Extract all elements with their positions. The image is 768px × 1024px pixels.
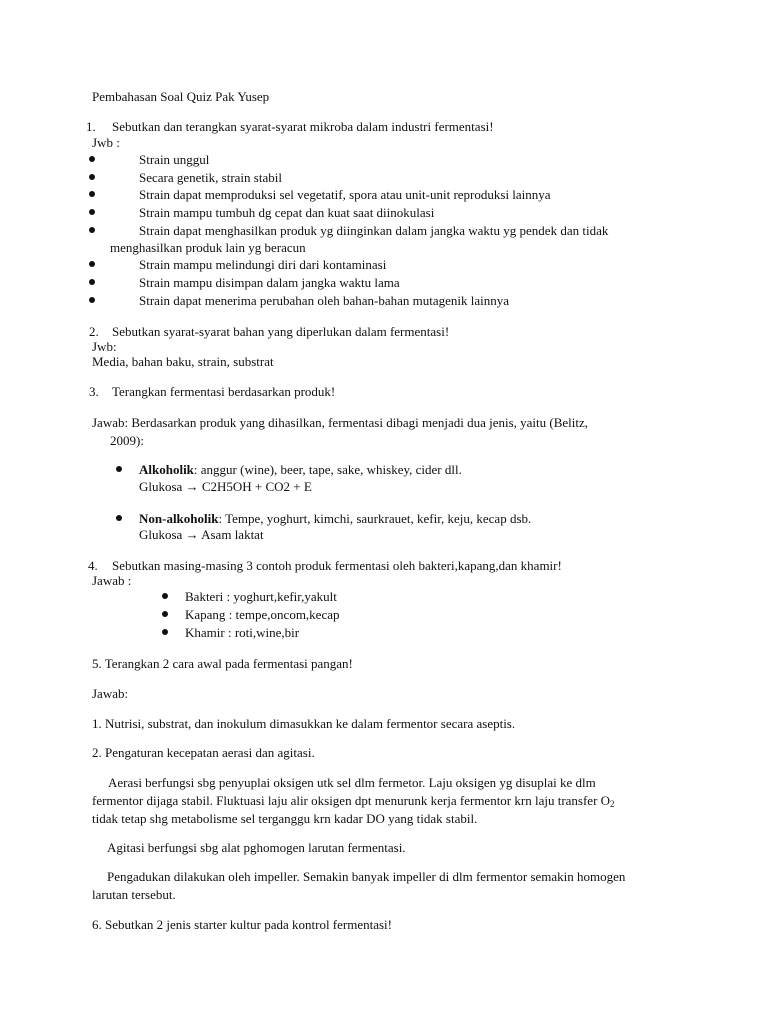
bullet-icon: [89, 191, 95, 197]
q1-bullet-item: Strain dapat memproduksi sel vegetatif, spora atau unit-unit reproduksi lainnya: [139, 187, 551, 202]
q1-bullet-item: Strain mampu disimpan dalam jangka waktu lama: [139, 275, 400, 290]
q1-bullet-item: Strain dapat menghasilkan produk yg diinginkan dalam jangka waktu yg pendek dan tidak: [139, 223, 609, 238]
bullet-icon: [89, 279, 95, 285]
q5-pengadukan-line1: Pengadukan dilakukan oleh impeller. Semakin banyak impeller di dlm fermentor semakin homogen: [107, 869, 626, 884]
q2-number: 2.: [89, 324, 99, 339]
bullet-icon: [89, 227, 95, 233]
q5-point2: 2. Pengaturan kecepatan aerasi dan agitasi.: [92, 745, 315, 760]
q3-nonalkoholik-label: Non-alkoholik: [139, 511, 219, 526]
bullet-icon: [89, 209, 95, 215]
q1-bullet-item: Strain mampu melindungi diri dari kontaminasi: [139, 257, 387, 272]
q5-aerasi-line3: tidak tetap shg metabolisme sel terganggu krn kadar DO yang tidak stabil.: [92, 811, 478, 826]
q5-aerasi-line2-text: fermentor dijaga stabil. Fluktuasi laju alir oksigen dpt menurunk kerja fermentor krn laju transfer O: [92, 793, 611, 808]
q4-bullet-item: Bakteri : yoghurt,kefir,yakult: [185, 589, 337, 604]
q1-question: Sebutkan dan terangkan syarat-syarat mikroba dalam industri fermentasi!: [112, 119, 494, 134]
q2-jwb-label: Jwb:: [92, 339, 117, 354]
q5-pengadukan-line2: larutan tersebut.: [92, 887, 176, 902]
q3-nonalkoholik-item: [139, 510, 531, 528]
q3-nonalkoholik-text: : Tempe, yoghurt, kimchi, saurkrauet, kefir, keju, kecap dsb.: [218, 511, 532, 526]
q1-bullet-item: Strain dapat menerima perubahan oleh bahan-bahan mutagenik lainnya: [139, 293, 509, 308]
q2-answer: Media, bahan baku, strain, substrat: [92, 354, 274, 369]
q5-point1: 1. Nutrisi, substrat, dan inokulum dimasukkan ke dalam fermentor secara aseptis.: [92, 716, 516, 731]
q5-aerasi-line1: Aerasi berfungsi sbg penyuplai oksigen utk sel dlm fermetor. Laju oksigen yg disuplai ke dlm: [108, 775, 596, 790]
q6-question: 6. Sebutkan 2 jenis starter kultur pada kontrol fermentasi!: [92, 917, 393, 932]
bullet-icon: [162, 629, 168, 635]
bullet-icon: [116, 466, 122, 472]
bullet-icon: [162, 593, 168, 599]
q3-alkoholik-label: Alkoholik: [139, 462, 194, 477]
q1-bullet-item: Strain mampu tumbuh dg cepat dan kuat saat diinokulasi: [139, 205, 435, 220]
q3-nonalkoholik-equation: Glukosa → Asam laktat: [139, 527, 264, 542]
q3-answer-line1: Jawab: Berdasarkan produk yang dihasilkan, fermentasi dibagi menjadi dua jenis, yaitu (Belitz,: [92, 415, 589, 430]
q1-bullet-item: Secara genetik, strain stabil: [139, 170, 282, 185]
q4-bullet-item: Khamir : roti,wine,bir: [185, 625, 300, 640]
bullet-icon: [89, 297, 95, 303]
q1-bullet-item: Strain unggul: [139, 152, 210, 167]
q1-number: 1.: [86, 119, 96, 134]
q1-jwb-label: Jwb :: [92, 135, 120, 150]
bullet-icon: [89, 261, 95, 267]
q4-number: 4.: [88, 558, 98, 573]
bullet-icon: [116, 515, 122, 521]
q3-number: 3.: [89, 384, 99, 399]
document-title: Pembahasan Soal Quiz Pak Yusep: [92, 89, 270, 104]
q4-jwb-label: Jawab :: [92, 573, 132, 588]
q3-question: Terangkan fermentasi berdasarkan produk!: [112, 384, 336, 399]
q4-question: Sebutkan masing-masing 3 contoh produk fermentasi oleh bakteri,kapang,dan khamir!: [112, 558, 562, 573]
q5-aerasi-subscript: 2: [610, 799, 615, 809]
bullet-icon: [162, 611, 168, 617]
bullet-icon: [89, 156, 95, 162]
q5-jwb-label: Jawab:: [92, 686, 129, 701]
q2-question: Sebutkan syarat-syarat bahan yang diperlukan dalam fermentasi!: [112, 324, 450, 339]
q3-answer-line2: 2009):: [110, 433, 144, 448]
bullet-icon: [89, 174, 95, 180]
q1-bullet-continuation: menghasilkan produk lain yg beracun: [110, 240, 306, 255]
q3-alkoholik-text: : anggur (wine), beer, tape, sake, whiskey, cider dll.: [193, 462, 462, 477]
q5-agitasi: Agitasi berfungsi sbg alat pghomogen larutan fermentasi.: [107, 840, 406, 855]
q3-alkoholik-item: [139, 461, 462, 479]
q3-alkoholik-equation: Glukosa → C2H5OH + CO2 + E: [139, 479, 312, 494]
q5-question: 5. Terangkan 2 cara awal pada fermentasi pangan!: [92, 656, 353, 671]
q4-bullet-item: Kapang : tempe,oncom,kecap: [185, 607, 340, 622]
